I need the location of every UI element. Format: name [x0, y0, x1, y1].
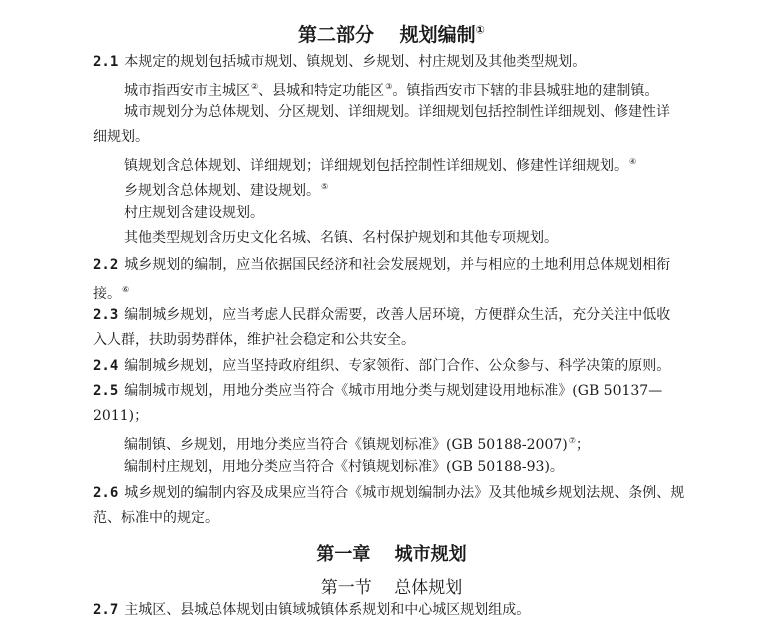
clause-2-4: 2.4 编制城乡规划，应当坚持政府组织、专家领衔、部门合作、公众参与、科学决策的原则。: [93, 358, 671, 374]
paragraph: 编制村庄规划，用地分类应当符合《村镇规划标准》(GB 50188-93)。: [124, 459, 564, 475]
paragraph: 城市规划分为总体规划、分区规划、详细规划。详细规划包括控制性详细规划、修建性详: [124, 104, 670, 120]
paragraph: 其他类型规划含历史文化名城、名镇、名村保护规划和其他专项规划。: [124, 230, 558, 246]
paragraph: 镇规划含总体规划、详细规划；详细规划包括控制性详细规划、修建性详细规划。④: [124, 157, 637, 174]
paragraph-continuation: 2011)；: [93, 408, 149, 424]
footnote-ref: ③: [385, 82, 393, 91]
footnote-ref: ⑥: [122, 285, 130, 294]
paragraph-continuation: 接。⑥: [93, 285, 130, 302]
paragraph: 乡规划含总体规划、建设规划。⑤: [124, 182, 329, 199]
clause-2-3: 2.3 编制城乡规划，应当考虑人民群众需要，改善人居环境，方便群众生活，充分关注中低收: [93, 307, 671, 323]
clause-2-6: 2.6 城乡规划的编制内容及成果应当符合《城市规划编制办法》及其他城乡规划法规、条例、规: [93, 485, 685, 501]
footnote-ref: ①: [475, 23, 485, 37]
clause-2-7: 2.7 主城区、县城总体规划由镇域城镇体系规划和中心城区规划组成。: [93, 602, 531, 618]
clause-2-1: 2.1 本规定的规划包括城市规划、镇规划、乡规划、村庄规划及其他类型规划。: [93, 54, 587, 70]
section-title: 第一节 总体规划: [320, 578, 463, 598]
footnote-ref: ⑦: [568, 436, 576, 445]
clause-2-5: 2.5 编制城市规划，用地分类应当符合《城市用地分类与规划建设用地标准》(GB 50137—: [93, 383, 663, 399]
paragraph-continuation: 范、标准中的规定。: [93, 510, 219, 526]
footnote-ref: ②: [251, 82, 259, 91]
paragraph: 编制镇、乡规划，用地分类应当符合《镇规划标准》(GB 50188-2007)⑦；: [124, 436, 590, 453]
paragraph: 城市指西安市主城区②、县城和特定功能区③。镇指西安市下辖的非县城驻地的建制镇。: [124, 82, 659, 99]
chapter-title: 第一章 城市规划: [316, 544, 467, 565]
part-title: 第二部分 规划编制①: [298, 23, 485, 46]
footnote-ref: ④: [629, 157, 637, 166]
paragraph-continuation: 入人群，扶助弱势群体，维护社会稳定和公共安全。: [93, 332, 415, 348]
paragraph-continuation: 细规划。: [93, 129, 149, 145]
clause-2-2: 2.2 城乡规划的编制，应当依据国民经济和社会发展规划，并与相应的土地利用总体规划相衔: [93, 257, 671, 273]
footnote-ref: ⑤: [321, 182, 329, 191]
paragraph: 村庄规划含建设规划。: [124, 205, 264, 221]
